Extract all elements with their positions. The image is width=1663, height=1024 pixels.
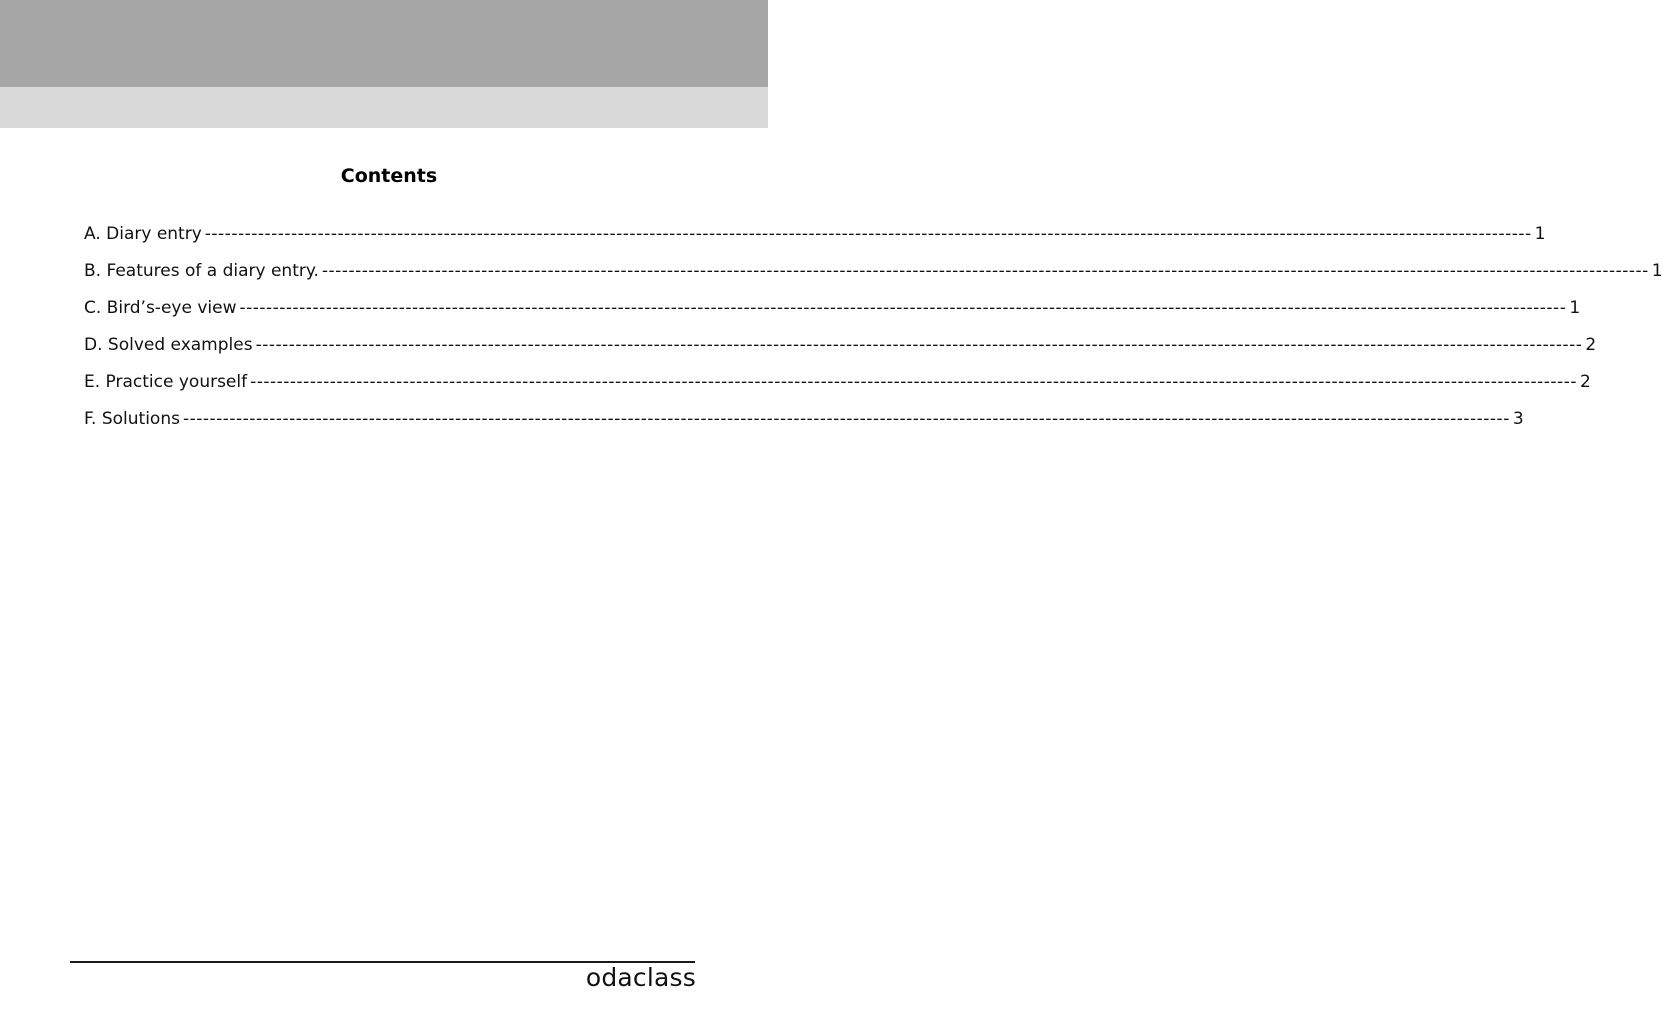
- toc-entry[interactable]: [84, 296, 1581, 333]
- toc-dot-leader: --------------------------------------------------------------------------------------------------------------------------------------------------------------------------------------------------------: [239, 298, 1567, 318]
- toc-entry-label: A. Diary entry: [84, 224, 202, 244]
- header-band-light: [0, 87, 768, 128]
- toc-dot-leader: --------------------------------------------------------------------------------------------------------------------------------------------------------------------------------------------------------: [250, 372, 1577, 392]
- toc-entry-page: 1: [1569, 298, 1581, 318]
- toc-entry-page: 3: [1512, 409, 1524, 429]
- header-band-dark: [0, 0, 768, 87]
- toc-entry-page: 2: [1585, 335, 1597, 355]
- toc-entry[interactable]: [84, 407, 1524, 444]
- brand-logo: odaclass: [585, 963, 696, 992]
- toc-dot-leader: --------------------------------------------------------------------------------------------------------------------------------------------------------------------------------------------------------: [204, 224, 1532, 244]
- toc-entry-page: 1: [1534, 224, 1546, 244]
- toc-entry-label: C. Bird’s-eye view: [84, 298, 237, 318]
- toc-dot-leader: --------------------------------------------------------------------------------------------------------------------------------------------------------------------------------------------------------: [182, 409, 1510, 429]
- table-of-contents: [84, 222, 1663, 444]
- toc-entry-label: E. Practice yourself: [84, 372, 248, 392]
- toc-entry[interactable]: [84, 259, 1663, 296]
- toc-entry-page: 2: [1579, 372, 1591, 392]
- toc-dot-leader: --------------------------------------------------------------------------------------------------------------------------------------------------------------------------------------------------------: [321, 261, 1649, 281]
- toc-entry[interactable]: [84, 222, 1546, 259]
- toc-entry-label: D. Solved examples: [84, 335, 253, 355]
- toc-entry[interactable]: [84, 370, 1591, 407]
- toc-entry-label: B. Features of a diary entry.: [84, 261, 319, 281]
- page-title: Contents: [340, 165, 438, 187]
- toc-entry[interactable]: [84, 333, 1597, 370]
- toc-entry-page: 1: [1651, 261, 1663, 281]
- toc-entry-label: F. Solutions: [84, 409, 180, 429]
- toc-dot-leader: --------------------------------------------------------------------------------------------------------------------------------------------------------------------------------------------------------: [255, 335, 1583, 355]
